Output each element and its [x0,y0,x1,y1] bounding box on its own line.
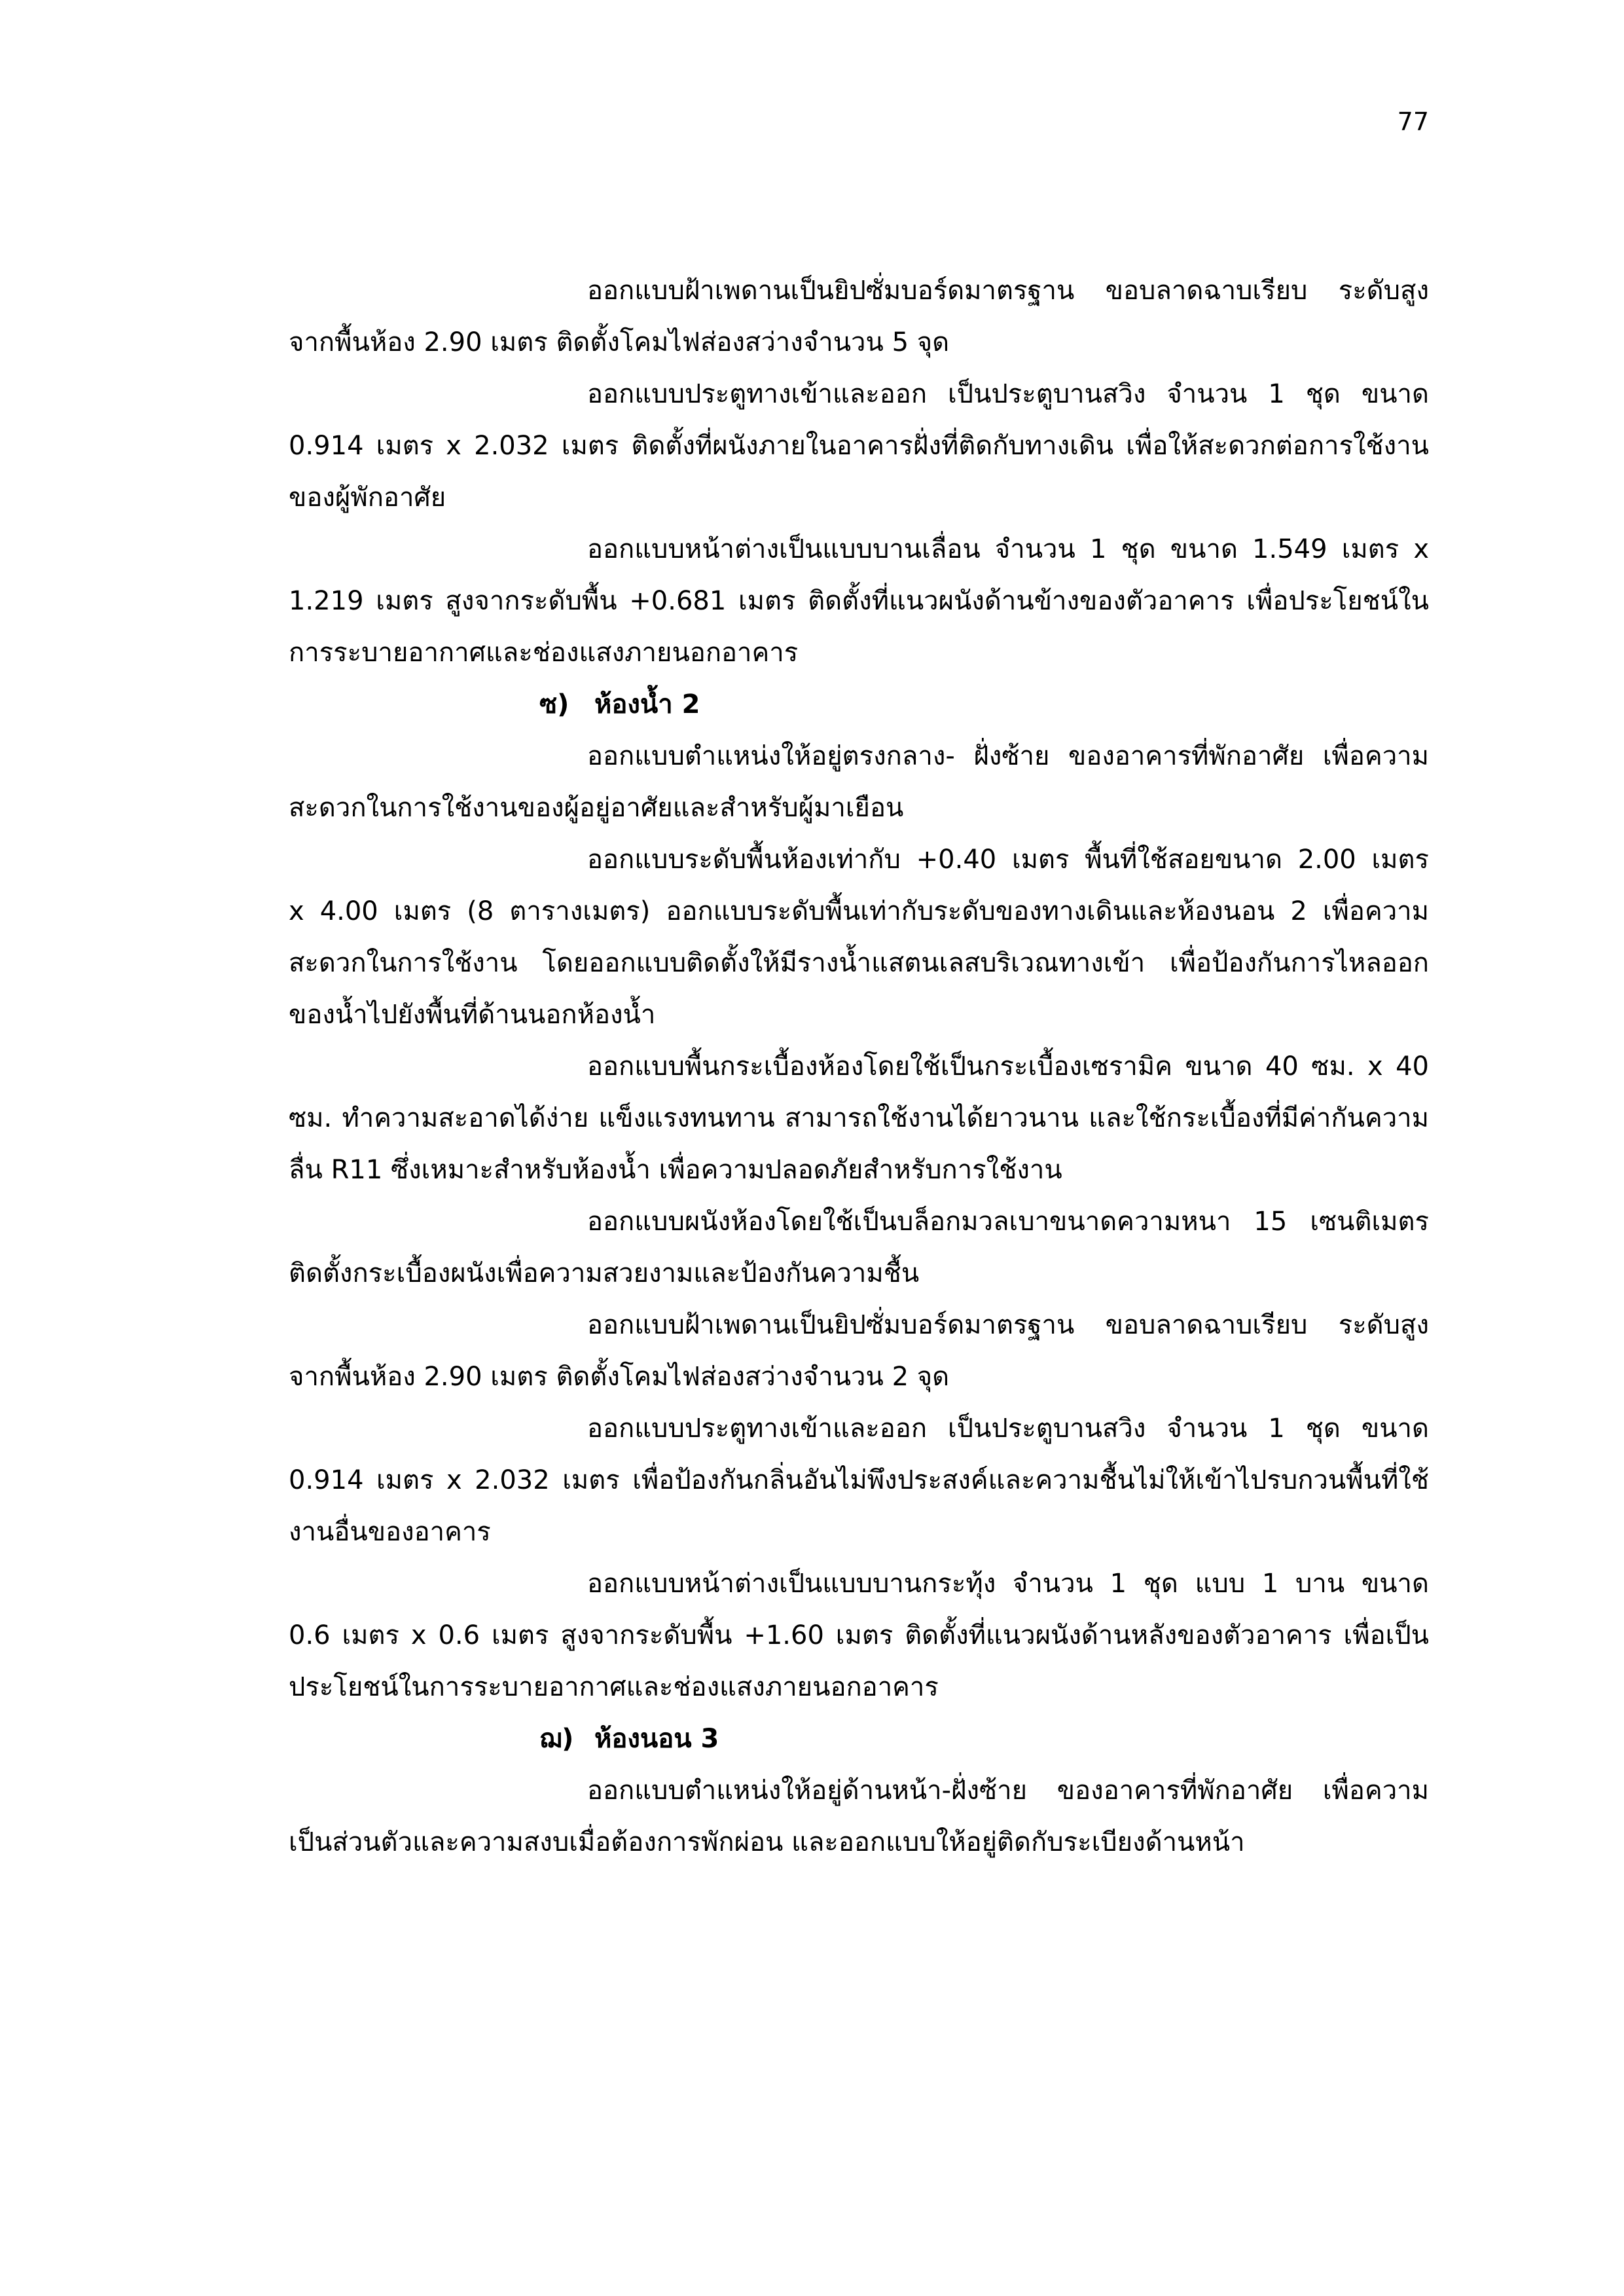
paragraph-line: ลื่น R11 ซึ่งเหมาะสำหรับห้องน้ำ เพื่อความปลอดภัยสำหรับการใช้งาน [289,1155,1062,1185]
paragraph-line: งานอื่นของอาคาร [289,1517,491,1547]
section-heading-title: ห้องน้ำ 2 [594,689,700,720]
section-heading-label: ฌ) [539,1724,574,1754]
paragraph-line: ออกแบบฝ้าเพดานเป็นยิปซั่มบอร์ดมาตรฐาน ขอบลาดฉาบเรียบ ระดับสูง [587,1310,1429,1340]
paragraph-line: ออกแบบหน้าต่างเป็นแบบบานเลื่อน จำนวน 1 ชุด ขนาด 1.549 เมตร x [587,534,1429,564]
paragraph-line: ออกแบบหน้าต่างเป็นแบบบานกระทุ้ง จำนวน 1 ชุด แบบ 1 บาน ขนาด [587,1569,1429,1599]
paragraph-line: เป็นส่วนตัวและความสงบเมื่อต้องการพักผ่อน และออกแบบให้อยู่ติดกับระเบียงด้านหน้า [289,1827,1245,1857]
paragraph-line: จากพื้นห้อง 2.90 เมตร ติดตั้งโคมไฟส่องสว่างจำนวน 2 จุด [289,1362,950,1392]
paragraph-line: ของน้ำไปยังพื้นที่ด้านนอกห้องน้ำ [289,1000,656,1030]
paragraph-line: 0.914 เมตร x 2.032 เมตร ติดตั้งที่ผนังภายในอาคารฝั่งที่ติดกับทางเดิน เพื่อให้สะดวกต่อการใช้งาน [289,431,1429,461]
paragraph-line: ออกแบบประตูทางเข้าและออก เป็นประตูบานสวิง จำนวน 1 ชุด ขนาด [587,1413,1429,1444]
paragraph-line: จากพื้นห้อง 2.90 เมตร ติดตั้งโคมไฟส่องสว่างจำนวน 5 จุด [289,327,950,357]
paragraph-line: ซม. ทำความสะอาดได้ง่าย แข็งแรงทนทาน สามารถใช้งานได้ยาวนาน และใช้กระเบื้องที่มีค่ากันความ [289,1103,1429,1133]
paragraph-line: ออกแบบระดับพื้นห้องเท่ากับ +0.40 เมตร พื้นที่ใช้สอยขนาด 2.00 เมตร [587,845,1429,875]
paragraph-line: ออกแบบตำแหน่งให้อยู่ด้านหน้า-ฝั่งซ้าย ของอาคารที่พักอาศัย เพื่อความ [587,1776,1429,1806]
page-number: 77 [1397,107,1429,136]
paragraph-line: ออกแบบประตูทางเข้าและออก เป็นประตูบานสวิง จำนวน 1 ชุด ขนาด [587,379,1429,409]
paragraph-line: 1.219 เมตร สูงจากระดับพื้น +0.681 เมตร ติดตั้งที่แนวผนังด้านข้างของตัวอาคาร เพื่อประโยชน์ใน [289,586,1429,616]
paragraph-line: ประโยชน์ในการระบายอากาศและช่องแสงภายนอกอาคาร [289,1672,939,1702]
paragraph-line: สะดวกในการใช้งาน โดยออกแบบติดตั้งให้มีรางน้ำแสตนเลสบริเวณทางเข้า เพื่อป้องกันการไหลออก [289,948,1429,978]
section-heading-label: ซ) [539,689,569,720]
paragraph-line: การระบายอากาศและช่องแสงภายนอกอาคาร [289,638,799,668]
section-heading-title: ห้องนอน 3 [594,1724,719,1754]
paragraph-line: x 4.00 เมตร (8 ตารางเมตร) ออกแบบระดับพื้นเท่ากับระดับของทางเดินและห้องนอน 2 เพื่อความ [289,896,1429,926]
paragraph-line: ออกแบบฝ้าเพดานเป็นยิปซั่มบอร์ดมาตรฐาน ขอบลาดฉาบเรียบ ระดับสูง [587,276,1429,306]
document-body [289,265,1429,1868]
section-heading [289,1713,1429,1765]
paragraph-line: 0.914 เมตร x 2.032 เมตร เพื่อป้องกันกลิ่นอันไม่พึงประสงค์และความชื้นไม่ให้เข้าไปรบกวนพื้นที่ใช้ [289,1465,1429,1495]
paragraph-line: 0.6 เมตร x 0.6 เมตร สูงจากระดับพื้น +1.60 เมตร ติดตั้งที่แนวผนังด้านหลังของตัวอาคาร เพื่อเป็น [289,1620,1429,1650]
paragraph-line: ออกแบบพื้นกระเบื้องห้องโดยใช้เป็นกระเบื้องเซรามิค ขนาด 40 ซม. x 40 [587,1051,1429,1082]
paragraph-line: ติดตั้งกระเบื้องผนังเพื่อความสวยงามและป้องกันความชื้น [289,1258,920,1288]
paragraph-line: สะดวกในการใช้งานของผู้อยู่อาศัยและสำหรับผู้มาเยือน [289,793,904,823]
paragraph-line: ออกแบบผนังห้องโดยใช้เป็นบล็อกมวลเบาขนาดความหนา 15 เซนติเมตร [587,1207,1429,1237]
paragraph-line: ออกแบบตำแหน่งให้อยู่ตรงกลาง- ฝั่งซ้าย ของอาคารที่พักอาศัย เพื่อความ [587,741,1429,771]
section-heading [289,679,1429,731]
paragraph-line: ของผู้พักอาศัย [289,483,446,513]
